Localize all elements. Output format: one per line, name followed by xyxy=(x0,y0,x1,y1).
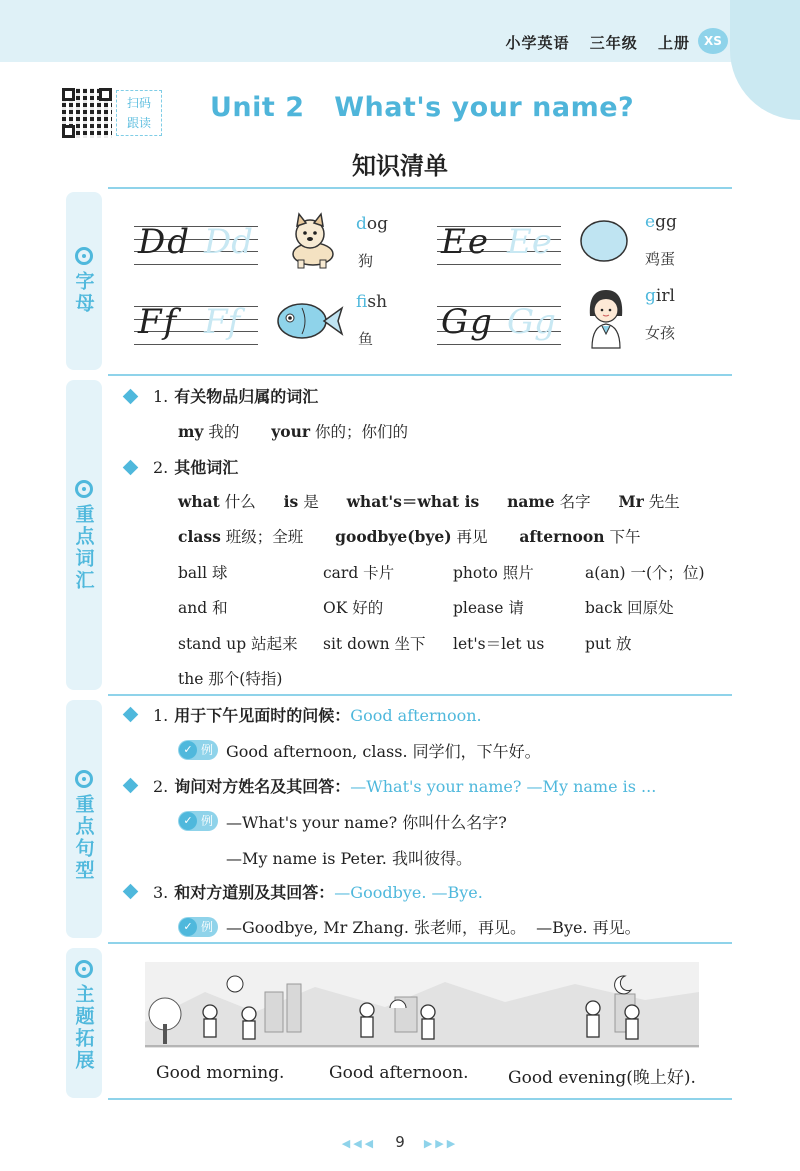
vocab-item: the 那个(特指) xyxy=(178,670,283,688)
vocab-row-key-words-2: class 班级；全班 goodbye(bye) 再见 afternoon 下午 xyxy=(178,527,641,546)
vocab-row-key-words: what 什么 is 是 what's＝what is name 名字 Mr 先生 xyxy=(178,492,680,511)
dog-icon xyxy=(280,210,340,270)
page-number-footer xyxy=(0,1133,800,1151)
scan-to-read-label: 扫码 跟读 xyxy=(116,90,162,136)
section-tab-vocabulary: 重点词汇 xyxy=(66,380,102,690)
page-title: 知识清单 xyxy=(352,152,448,180)
header-fold-decoration xyxy=(730,0,800,120)
vocab-item: sit down 坐下 xyxy=(323,635,426,653)
section-tab-sentences: 重点句型 xyxy=(66,700,102,938)
sentence-heading-1: 1. 用于下午见面时的问候：Good afternoon. xyxy=(153,706,482,725)
vocab-item: a(an) 一(个；位) xyxy=(585,564,705,582)
left-arrows-icon: ◀◀◀ xyxy=(341,1137,377,1150)
vocab-heading-2: 2. 其他词汇 xyxy=(153,458,239,477)
girl-icon xyxy=(582,286,630,350)
unit-title: Unit 2 What's your name? xyxy=(210,92,635,123)
word-fish: fish xyxy=(356,292,388,312)
vocab-item: and 和 xyxy=(178,599,228,617)
example-badge: ✓ 例 xyxy=(178,917,218,937)
example-badge: ✓ 例 xyxy=(178,740,218,760)
example-badge: ✓ 例 xyxy=(178,811,218,831)
divider xyxy=(108,942,732,944)
vocab-item: stand up 站起来 xyxy=(178,635,298,653)
vocab-item: put 放 xyxy=(585,635,632,653)
bullet-diamond-icon xyxy=(123,884,139,900)
target-icon xyxy=(75,247,93,265)
target-icon xyxy=(75,480,93,498)
sentence-heading-2: 2. 询问对方姓名及其回答：—What's your name? —My name is ... xyxy=(153,777,657,796)
qr-code-icon[interactable] xyxy=(62,88,112,138)
page-number: 9 xyxy=(395,1133,405,1151)
word-girl: girl xyxy=(645,286,675,306)
word-dog: dog xyxy=(356,214,389,234)
word-girl-cn: 女孩 xyxy=(645,324,676,342)
fish-icon xyxy=(272,296,344,346)
vocab-item: please 请 xyxy=(453,599,524,617)
divider xyxy=(108,1098,732,1100)
example-sentence: Good afternoon, class. 同学们，下午好。 xyxy=(226,742,541,761)
egg-icon xyxy=(578,218,630,264)
letter-writing-lines-ff: Ff Ff xyxy=(134,300,258,346)
bullet-diamond-icon xyxy=(123,707,139,723)
example-sentence: —Goodbye, Mr Zhang. 张老师，再见。 —Bye. 再见。 xyxy=(226,918,641,937)
target-icon xyxy=(75,960,93,978)
vocab-item: card 卡片 xyxy=(323,564,395,582)
grade-label: 三年级 xyxy=(589,34,638,52)
volume-label: 上册 xyxy=(657,34,690,52)
divider xyxy=(108,187,732,189)
word-egg: egg xyxy=(645,212,677,232)
section-tab-letters: 字母 xyxy=(66,192,102,370)
word-dog-cn: 狗 xyxy=(358,252,374,270)
vocab-item: photo 照片 xyxy=(453,564,534,582)
example-sentence: —What's your name? 你叫什么名字? xyxy=(226,813,507,832)
vocab-item: let's＝let us xyxy=(453,635,545,653)
word-fish-cn: 鱼 xyxy=(358,330,374,348)
sentence-heading-3: 3. 和对方道别及其回答：—Goodbye. —Bye. xyxy=(153,883,483,902)
series-badge: XS xyxy=(698,28,728,54)
letter-writing-lines-dd: Dd Dd xyxy=(134,220,258,266)
bullet-diamond-icon xyxy=(123,778,139,794)
vocab-item: ball 球 xyxy=(178,564,228,582)
target-icon xyxy=(75,770,93,788)
word-egg-cn: 鸡蛋 xyxy=(645,250,676,268)
vocab-item: OK 好的 xyxy=(323,599,384,617)
subject-label: 小学英语 xyxy=(505,34,570,52)
caption-good-afternoon: Good afternoon. xyxy=(329,1063,469,1083)
vocab-heading-1: 1. 有关物品归属的词汇 xyxy=(153,387,319,406)
letter-writing-lines-ee: Ee Ee xyxy=(437,220,561,266)
greetings-illustration xyxy=(145,962,699,1048)
bullet-diamond-icon xyxy=(123,389,139,405)
city-skyline-icon xyxy=(145,962,699,1048)
caption-good-evening: Good evening(晚上好). xyxy=(508,1068,696,1088)
section-tab-theme: 主题拓展 xyxy=(66,948,102,1098)
vocab-item: back 回原处 xyxy=(585,599,674,617)
caption-good-morning: Good morning. xyxy=(156,1063,285,1083)
example-sentence: —My name is Peter. 我叫彼得。 xyxy=(226,849,472,868)
book-info xyxy=(491,32,690,53)
bullet-diamond-icon xyxy=(123,460,139,476)
right-arrows-icon: ▶▶▶ xyxy=(423,1137,459,1150)
divider xyxy=(108,694,732,696)
letter-writing-lines-gg: Gg Gg xyxy=(437,300,561,346)
vocab-row-ownership: my 我的 your 你的；你们的 xyxy=(178,422,408,441)
divider xyxy=(108,374,732,376)
